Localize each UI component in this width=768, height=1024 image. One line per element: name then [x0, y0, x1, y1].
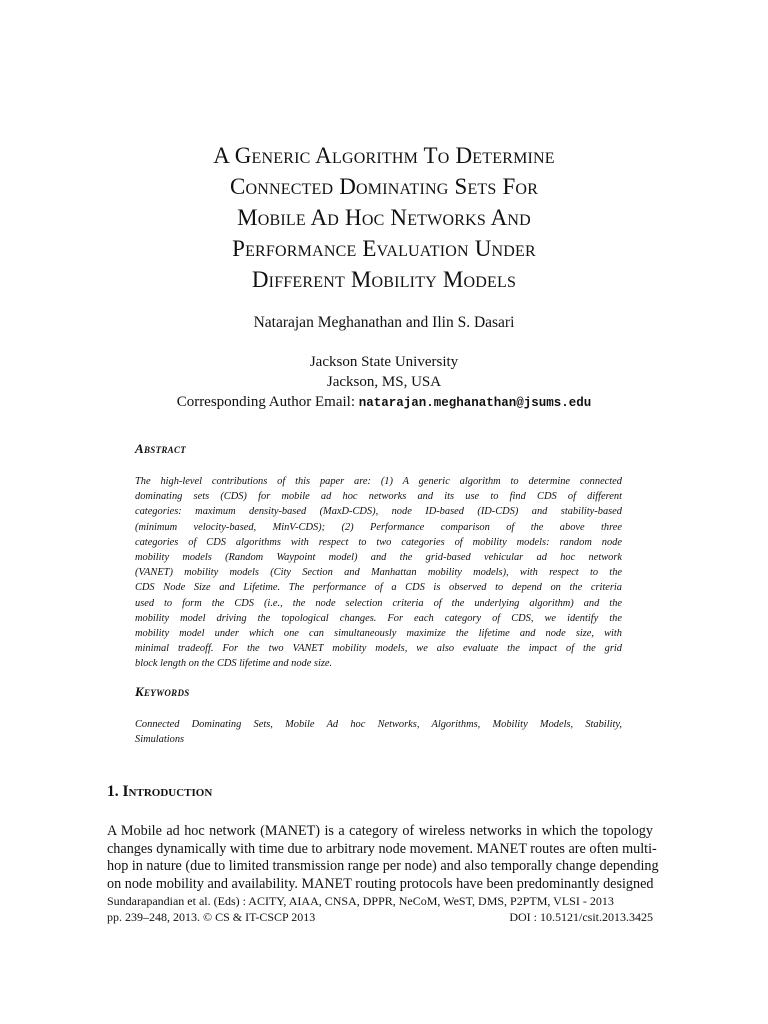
abstract-line: CDS Node Size and Lifetime. The performance of a CDS is observed to depend on the criteria	[135, 582, 622, 594]
affiliation	[0, 352, 768, 413]
intro-line: on node mobility and availability. MANET routing protocols have been predominantly designed	[107, 876, 654, 893]
footer-row	[107, 893, 653, 909]
keywords-line: Connected Dominating Sets, Mobile Ad hoc Networks, Algorithms, Mobility Models, Stability,	[135, 719, 622, 730]
introduction-heading: 1. Introduction	[107, 783, 213, 800]
location: Jackson, MS, USA	[326, 374, 442, 390]
intro-line: hop in nature (due to limited transmission range per node) and also temporally change depending	[107, 858, 659, 875]
author-email-link[interactable]: natarajan.meghanathan@jsums.edu	[358, 396, 592, 410]
paper-title	[80, 140, 688, 295]
abstract-line: categories: maximum density-based (MaxD-CDS), node ID-based (ID-CDS) and stability-based	[135, 506, 622, 518]
keywords-text	[135, 717, 622, 747]
intro-line: A Mobile ad hoc network (MANET) is a category of wireless networks in which the topology	[107, 823, 653, 839]
footer-row	[107, 909, 653, 925]
abstract-line: minimal tradeoff. For the two VANET mobility models, we also evaluate the impact of the grid	[135, 643, 622, 655]
title-line: Different Mobility Models	[251, 267, 517, 292]
abstract-line: used to form the CDS (i.e., the node selection criteria of the underlying algorithm) and the	[135, 597, 622, 609]
footer-proceedings: Sundarapandian et al. (Eds) : ACITY, AIAA, CNSA, DPPR, NeCoM, WeST, DMS, P2PTM, VLSI - 2013	[107, 894, 614, 908]
abstract-line: (VANET) mobility models (City Section and Manhattan mobility models), with respect to the	[135, 567, 622, 579]
introduction-text	[107, 823, 659, 894]
abstract-line: The high-level contributions of this paper are: (1) A generic algorithm to determine connected	[135, 476, 622, 487]
keywords-line: Simulations	[135, 734, 185, 746]
title-line: Mobile Ad Hoc Networks And	[237, 205, 531, 230]
authors: Natarajan Meghanathan and Ilin S. Dasari	[253, 314, 515, 331]
abstract-line: mobility models (Random Waypoint model) and the grid-based vehicular ad hoc network	[135, 552, 622, 564]
footer-doi: DOI : 10.5121/csit.2013.3425	[509, 910, 653, 924]
intro-line: changes dynamically with time due to arbitrary node movement. MANET routes are often multi-	[107, 840, 657, 857]
keywords-heading: Keywords	[135, 684, 190, 699]
university: Jackson State University	[309, 354, 459, 370]
title-line: A Generic Algorithm To Determine	[213, 143, 555, 168]
abstract-line: categories of CDS algorithms with respect to two categories of mobility models: random node	[135, 536, 622, 548]
footer-pages: pp. 239–248, 2013. © CS & IT-CSCP 2013	[107, 910, 316, 924]
abstract-heading: Abstract	[135, 441, 187, 456]
abstract-line: mobility model under which one can simultaneously maximize the lifetime and node size, with	[135, 628, 622, 640]
title-line: Performance Evaluation Under	[232, 236, 536, 261]
corresponding-author	[0, 392, 768, 413]
title-line: Connected Dominating Sets For	[229, 174, 539, 199]
email-label: Corresponding Author Email:	[176, 394, 356, 410]
abstract-text	[135, 474, 622, 672]
abstract-line: (minimum velocity-based, MinV-CDS); (2) Performance comparison of the above three	[135, 521, 622, 533]
abstract-line: dominating sets (CDS) for mobile ad hoc networks and its use to find CDS of different	[135, 491, 622, 503]
page-footer	[107, 893, 653, 925]
abstract-line: block length on the CDS lifetime and node size.	[135, 658, 333, 670]
abstract-line: mobility model driving the topological changes. For each category of CDS, we identify the	[135, 612, 622, 624]
